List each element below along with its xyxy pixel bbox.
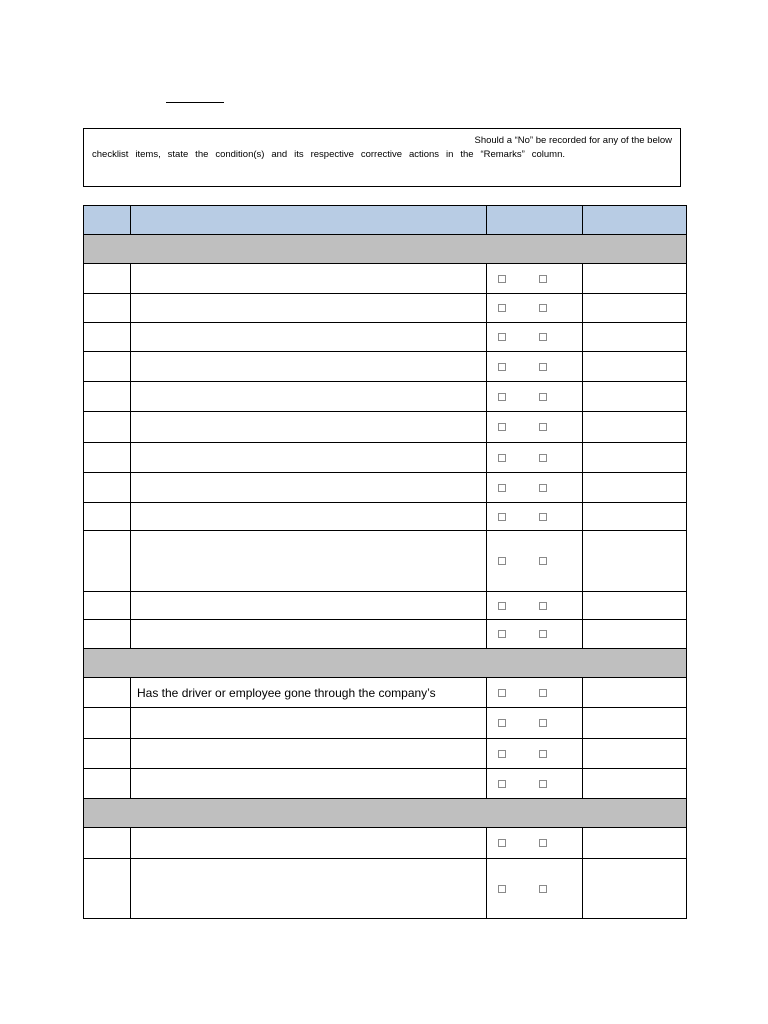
row-number-cell [84,531,131,592]
question-cell [131,473,487,503]
question-cell [131,352,487,382]
remarks-cell[interactable] [583,828,687,859]
remarks-cell[interactable] [583,503,687,531]
row-number-cell [84,412,131,443]
no-checkbox[interactable] [539,630,547,638]
section-row-1 [84,235,687,264]
no-checkbox[interactable] [539,484,547,492]
yes-checkbox[interactable] [498,484,506,492]
yes-checkbox[interactable] [498,393,506,401]
no-checkbox[interactable] [539,557,547,565]
yes-no-cell [487,739,583,769]
remarks-cell[interactable] [583,592,687,620]
question-cell [131,620,487,649]
header-no-cell [84,206,131,235]
yes-no-cell [487,352,583,382]
remarks-cell[interactable] [583,264,687,294]
table-row [84,323,687,352]
yes-no-cell [487,473,583,503]
question-cell [131,503,487,531]
table-row [84,859,687,919]
table-row [84,473,687,503]
yes-no-cell [487,769,583,799]
header-remarks-cell [583,206,687,235]
yes-no-cell [487,678,583,708]
header-item-cell [131,206,487,235]
yes-checkbox[interactable] [498,750,506,758]
row-number-cell [84,294,131,323]
title-underline [166,102,224,103]
no-checkbox[interactable] [539,275,547,283]
row-number-cell [84,473,131,503]
no-checkbox[interactable] [539,602,547,610]
no-checkbox[interactable] [539,363,547,371]
yes-no-cell [487,592,583,620]
remarks-cell[interactable] [583,382,687,412]
row-number-cell [84,678,131,708]
row-number-cell [84,708,131,739]
row-number-cell [84,859,131,919]
section-header-cell [84,649,687,678]
no-checkbox[interactable] [539,513,547,521]
row-number-cell [84,323,131,352]
yes-checkbox[interactable] [498,557,506,565]
no-checkbox[interactable] [539,304,547,312]
yes-checkbox[interactable] [498,513,506,521]
yes-no-cell [487,859,583,919]
question-text: Has the driver or employee gone through the company’s [137,685,436,700]
question-cell [131,769,487,799]
section-row-3 [84,799,687,828]
table-row [84,678,687,708]
row-number-cell [84,382,131,412]
yes-checkbox[interactable] [498,275,506,283]
remarks-cell[interactable] [583,531,687,592]
yes-checkbox[interactable] [498,454,506,462]
no-checkbox[interactable] [539,393,547,401]
question-cell [131,443,487,473]
remarks-cell[interactable] [583,708,687,739]
row-number-cell [84,592,131,620]
remarks-cell[interactable] [583,443,687,473]
row-number-cell [84,769,131,799]
table-row [84,708,687,739]
header-yes-no-cell [487,206,583,235]
yes-no-cell [487,443,583,473]
remarks-cell[interactable] [583,739,687,769]
question-cell [131,531,487,592]
no-checkbox[interactable] [539,750,547,758]
no-checkbox[interactable] [539,333,547,341]
yes-checkbox[interactable] [498,363,506,371]
section-row-2 [84,649,687,678]
table-row [84,352,687,382]
yes-no-cell [487,382,583,412]
section-header-cell [84,235,687,264]
yes-checkbox[interactable] [498,333,506,341]
instruction-text-line-1: Should a “No” be recorded for any of the below [474,135,672,146]
yes-no-cell [487,503,583,531]
instruction-box [83,128,681,187]
yes-no-cell [487,531,583,592]
row-number-cell [84,739,131,769]
remarks-cell[interactable] [583,323,687,352]
no-checkbox[interactable] [539,719,547,727]
remarks-cell[interactable] [583,473,687,503]
table-row [84,592,687,620]
row-number-cell [84,828,131,859]
yes-checkbox[interactable] [498,839,506,847]
question-cell [131,323,487,352]
table-row [84,620,687,649]
question-cell [131,859,487,919]
question-cell [131,678,487,708]
table-row [84,382,687,412]
yes-checkbox[interactable] [498,780,506,788]
table-row [84,739,687,769]
question-cell [131,828,487,859]
yes-checkbox[interactable] [498,689,506,697]
yes-no-cell [487,708,583,739]
table-row [84,531,687,592]
question-cell [131,264,487,294]
question-cell [131,739,487,769]
row-number-cell [84,264,131,294]
row-number-cell [84,352,131,382]
row-number-cell [84,443,131,473]
remarks-cell[interactable] [583,859,687,919]
remarks-cell[interactable] [583,294,687,323]
question-cell [131,412,487,443]
remarks-cell[interactable] [583,678,687,708]
table-row [84,769,687,799]
instruction-text-line-2: checklist items, state the condition(s) and its respective corrective actions in the “Remarks” column. [92,149,565,160]
no-checkbox[interactable] [539,454,547,462]
remarks-cell[interactable] [583,412,687,443]
question-cell [131,708,487,739]
yes-checkbox[interactable] [498,423,506,431]
no-checkbox[interactable] [539,423,547,431]
no-checkbox[interactable] [539,885,547,893]
yes-checkbox[interactable] [498,719,506,727]
question-cell [131,294,487,323]
question-cell [131,592,487,620]
no-checkbox[interactable] [539,689,547,697]
checklist-table [83,205,687,919]
no-checkbox[interactable] [539,780,547,788]
table-row [84,503,687,531]
yes-no-cell [487,264,583,294]
no-checkbox[interactable] [539,839,547,847]
yes-checkbox[interactable] [498,885,506,893]
yes-no-cell [487,323,583,352]
section-header-cell [84,799,687,828]
yes-no-cell [487,620,583,649]
row-number-cell [84,503,131,531]
table-header-row [84,206,687,235]
yes-checkbox[interactable] [498,630,506,638]
remarks-cell[interactable] [583,352,687,382]
remarks-cell[interactable] [583,769,687,799]
table-row [84,828,687,859]
table-row [84,294,687,323]
table-row [84,443,687,473]
remarks-cell[interactable] [583,620,687,649]
table-row [84,412,687,443]
row-number-cell [84,620,131,649]
yes-no-cell [487,294,583,323]
yes-checkbox[interactable] [498,304,506,312]
yes-checkbox[interactable] [498,602,506,610]
question-cell [131,382,487,412]
table-row [84,264,687,294]
yes-no-cell [487,412,583,443]
yes-no-cell [487,828,583,859]
